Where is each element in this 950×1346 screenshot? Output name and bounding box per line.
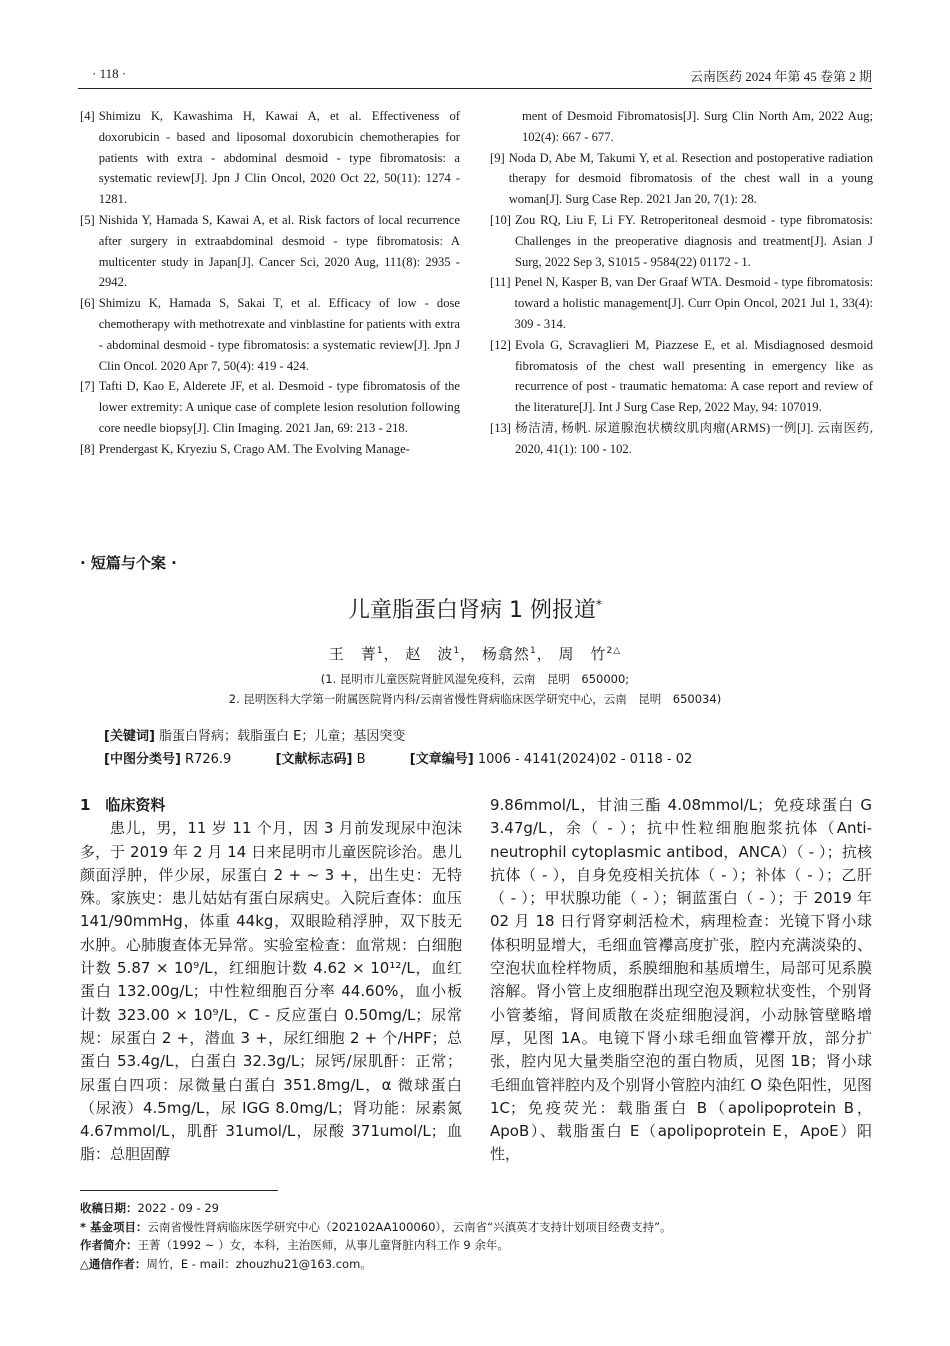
section-heading: 1 临床资料 [80,796,166,814]
references-left-column [80,106,460,460]
reference-item: [9] Noda D, Abe M, Takumi Y, et al. Resection and postoperative radiation therapy for desmoid fibromatosis of the chest wall in a young woman[J]. Surg Case Rep. 2021 Jan 20, 7(1): 28. [490,150,873,207]
author-name: 王 菁 [328,645,377,663]
reference-item: [6] Shimizu K, Hamada S, Sakai T, et al. Efficacy of low - dose chemotherapy with methotrexate and vinblastine for patients with extra - abdominal desmoid - type fibromatosis: a systematic review[J]. Jpn J Clin Oncol. 2020 Apr 7, 50(4): 419 - 424. [80,296,460,373]
body-right-column [490,794,872,1167]
reference-item: [13] 杨洁清, 杨帆. 尿道腺泡状横纹肌肉瘤(ARMS)一例[J]. 云南医药, 2020, 41(1): 100 - 102. [490,420,873,456]
corresponding-author: △通信作者：周竹，E - mail：zhouzhu21@163.com。 [80,1256,372,1271]
fund-note: * 基金项目：云南省慢性肾病临床医学研究中心（202102AA100060），云南省“兴滇英才支持计划项目经费支持”。 [80,1219,672,1234]
reference-item: [11] Penel N, Kasper B, van Der Graaf WTA. Desmoid - type fibromatosis: toward a holistic management[J]. Curr Opin Oncol, 2021 Jul 1, 33(4): 309 - 314. [490,275,873,331]
author-name: 周 竹 [558,645,607,663]
author-list: 王 菁$^1$， 赵 波$^1$， 杨翕然$^1$， 周 竹$^{2\triangle}$ [328,645,622,663]
received-date: 收稿日期：2022 - 09 - 29 [80,1201,219,1215]
author-name: 赵 波 [405,645,454,663]
header-rule [78,88,872,89]
reference-item: ment of Desmoid Fibromatosis[J]. Surg Clin North Am, 2022 Aug; 102(4): 667 - 677. [522,109,873,144]
section-label: · 短篇与个案 · [80,554,177,572]
body-paragraph: 患儿，男，11 岁 11 个月，因 3 月前发现尿中泡沫多，于 2019 年 2 月 14 日来昆明市儿童医院诊治。患儿颜面浮肿，伴少尿，尿蛋白 2 + ~ 3 +，出生史：无特殊。家族史：患儿姑姑有蛋白尿病史。入院后查体：血压 141/90mmHg，体重 44kg，双眼睑稍浮肿，双下肢无水肿。心肺腹查体无异常。实验室检查：血常规：白细胞计数 5.87 × 10⁹/L，红细胞计数 4.62 × 10¹²/L，血红蛋白 132.00g/L；中性粒细胞百分率 44.60%，血小板计数 323.00 × 10⁹/L，C - 反应蛋白 0.50mg/L；尿常规：尿蛋白 2 +，潜血 3 +，尿红细胞 2 + 个/HPF；总蛋白 53.4g/L，白蛋白 32.3g/L；尿钙/尿肌酐：正常；尿蛋白四项：尿微量白蛋白 351.8mg/L，α 微球蛋白（尿液）4.5mg/L，尿 IGG 8.0mg/L；肾功能：尿素氮 4.67mmol/L，肌酐 31umol/L，尿酸 371umol/L；血脂：总胆固醇 [80,819,462,1164]
classification-line: [中图分类号] R726.9 [文献标志码] B [文章编号] 1006 - 4141(2024)02 - 0118 - 02 [104,752,693,767]
author-bio: 作者简介：王菁（1992 ~ ）女，本科，主治医师，从事儿童肾脏内科工作 9 余年。 [80,1238,509,1252]
article-title: 儿童脂蛋白肾病 1 例报道* [348,597,602,623]
reference-item: [4] Shimizu K, Kawashima H, Kawai A, et al. Effectiveness of doxorubicin - based and liposomal doxorubicin chemotherapies for patients with extra - abdominal desmoid - type fibromatosis: a systematic review[J]. Jpn J Clin Oncol, 2020 Oct 22, 50(11): 1274 - 1281. [80,109,460,207]
reference-item: [8] Prendergast K, Kryeziu S, Crago AM. The Evolving Manage- [80,441,410,456]
reference-item: [10] Zou RQ, Liu F, Li FY. Retroperitoneal desmoid - type fibromatosis: Challenges in the preoperative diagnosis and treatment[J]. Asian J Surg, 2022 Sep 3, S1015 - 9584(22) 01172 - 1. [490,212,873,269]
affiliation-2: 2. 昆明医科大学第一附属医院肾内科/云南省慢性肾病临床医学研究中心，云南 昆明 650034) [228,692,722,706]
footnote-rule [80,1190,278,1191]
references-right-column [490,106,873,460]
page-number: · 118 · [92,66,127,81]
reference-item: [7] Tafti D, Kao E, Alderete JF, et al. Desmoid - type fibromatosis of the lower extremity: A unique case of complete lesion resolution following core needle biopsy[J]. Clin Imaging. 2021 Jan, 69: 213 - 218. [80,379,460,435]
footnotes [80,1199,880,1273]
journal-header: 云南医药 2024 年第 45 卷第 2 期 [689,69,872,84]
reference-item: [12] Evola G, Scravaglieri M, Piazzese E, et al. Misdiagnosed desmoid fibromatosis of the chest wall presenting in emergency like as recurrence of post - traumatic hematoma: A case report and review of the literature[J]. Int J Surg Case Rep, 2022 May, 94: 107019. [490,337,873,415]
keywords-line: [关键词] 脂蛋白肾病；载脂蛋白 E；儿童；基因突变 [104,729,406,744]
body-left-column [80,794,462,1167]
author-name: 杨翕然 [481,645,530,663]
affiliation-1: (1. 昆明市儿童医院肾脏风湿免疫科，云南 昆明 650000; [320,672,630,686]
body-paragraph: 9.86mmol/L，甘油三酯 4.08mmol/L；免疫球蛋白 G 3.47g/L，余（ - ）；抗中性粒细胞胞浆抗体（Anti-neutrophil cytoplasmic antibod，ANCA）（ - ）；抗核抗体（ - ），自身免疫相关抗体（ - ）；补体（ - ）；乙肝（ - ）；甲状腺功能（ - ）；铜蓝蛋白（ - ）；于 2019 年 02 月 18 日行肾穿刺活检术，病理检查：光镜下肾小球体积明显增大，毛细血管襻高度扩张，腔内充满淡染的、空泡状血栓样物质，系膜细胞和基质增生，局部可见系膜溶解。肾小管上皮细胞群出现空泡及颗粒状变性，个别肾小管萎缩，肾间质散在炎症细胞浸润，小动脉管壁略增厚，见图 1A。电镜下肾小球毛细血管襻开放，部分扩张，腔内见大量类脂空泡的蛋白物质，见图 1B；肾小球毛细血管袢腔内及个别肾小管腔内油红 O 染色阳性，见图 1C；免疫荧光：载脂蛋白 B（apolipoprotein B，ApoB）、载脂蛋白 E（apolipoprotein E，ApoE）阳性， [490,796,872,1164]
reference-item: [5] Nishida Y, Hamada S, Kawai A, et al. Risk factors of local recurrence after surgery in extraabdominal desmoid - type fibromatosis: A multicenter study in Japan[J]. Cancer Sci, 2020 Aug, 111(8): 2935 - 2942. [80,212,460,290]
